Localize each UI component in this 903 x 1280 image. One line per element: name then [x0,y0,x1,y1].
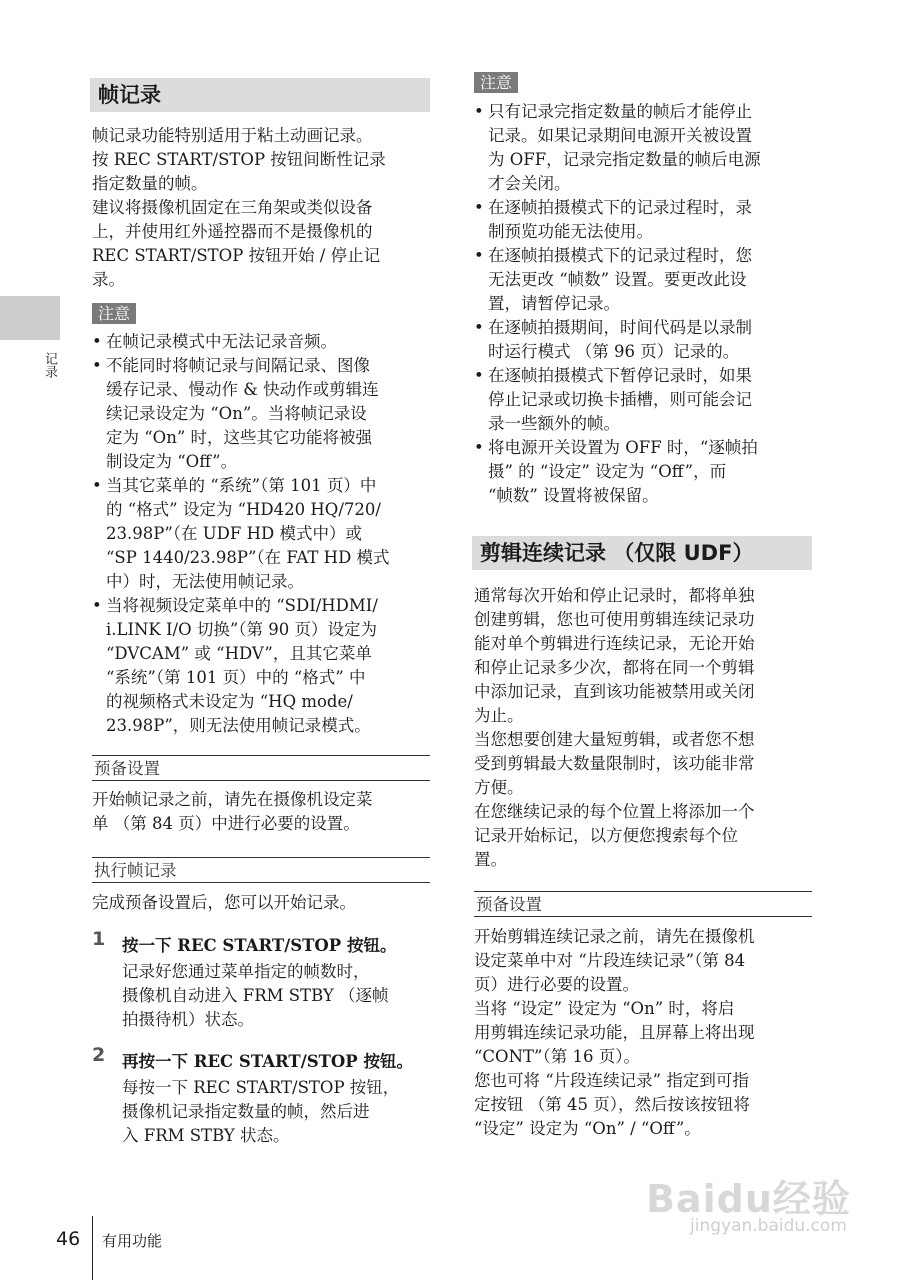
note-line: • 当将视频设定菜单中的 “SDI/HDMI/ [106,596,378,615]
note-line: • 在逐帧拍摄模式下的记录过程时，您 [488,246,752,265]
text-line: 在您继续记录的每个位置上将添加一个 [474,802,755,821]
text-line: 上，并使用红外遥控器而不是摄像机的 [92,222,373,241]
text-line: 页）进行必要的设置。 [474,975,639,994]
text-line: 和停止记录多少次，都将在同一个剪辑 [474,658,755,677]
note-line: 的 “格式” 设定为 “HD420 HQ/720/ [106,500,381,519]
right-prep-heading: 预备设置 [474,891,812,917]
left-prep-heading: 预备设置 [92,755,430,781]
note-line: “系统”（第 101 页）中的 “格式” 中 [106,668,366,687]
section-title-clip-continuous: 剪辑连续记录 （仅限 UDF） [472,536,812,570]
note-label-left: 注意 [92,303,136,324]
text-line: 置。 [474,850,507,869]
baidu-watermark-url: jingyan.baidu.com [690,1216,847,1236]
note-label-right: 注意 [474,72,518,93]
note-line: • 不能同时将帧记录与间隔记录、图像 [106,356,370,375]
text-line: 每按一下 REC START/STOP 按钮， [122,1078,400,1097]
note-line: “DVCAM” 或 “HDV”，且其它菜单 [106,644,372,663]
step-1-number: 1 [92,928,106,950]
baidu-watermark-logo: Baidu经验 [646,1177,851,1221]
text-line: 单 （第 84 页）中进行必要的设置。 [92,814,360,833]
note-line: 记录。如果记录期间电源开关被设置 [488,126,752,145]
note-item [92,330,432,354]
left-notes-list [92,330,432,738]
step-1-body [122,960,432,1032]
text-line: 按 REC START/STOP 按钮间断性记录 [92,150,386,169]
note-item [474,196,814,244]
text-line: 帧记录功能特别适用于粘土动画记录。 [92,126,373,145]
note-line: • 在逐帧拍摄模式下的记录过程时，录 [488,198,752,217]
text-line: 能对单个剪辑进行连续记录，无论开始 [474,634,755,653]
text-line: 入 FRM STBY 状态。 [122,1126,290,1145]
left-exec-heading: 执行帧记录 [92,857,430,883]
text-line: 方便。 [474,778,524,797]
text-line: 用剪辑连续记录功能，且屏幕上将出现 [474,1023,755,1042]
note-line: • 当其它菜单的 “系统”（第 101 页）中 [106,476,377,495]
footer-divider [92,1216,93,1280]
note-line: 中）时，无法使用帧记录。 [106,572,304,591]
text-line: 指定数量的帧。 [92,174,208,193]
text-line: 记录好您通过菜单指定的帧数时， [122,962,370,981]
note-line: 停止记录或切换卡插槽，则可能会记 [488,390,752,409]
note-line: 无法更改 “帧数” 设置。要更改此设 [488,270,747,289]
text-line: 为止。 [474,706,524,725]
right-notes-list [474,100,814,508]
text-line: 摄像机自动进入 FRM STBY （逐帧 [122,986,389,1005]
text-line: REC START/STOP 按钮开始 / 停止记 [92,246,381,265]
note-line: 的视频格式未设定为 “HQ mode/ [106,692,353,711]
note-line: 摄” 的 “设定” 设定为 “Off”，而 [488,462,727,481]
right-prep-text [474,925,814,1141]
note-item [92,474,432,594]
note-line: 定为 “On” 时，这些其它功能将被强 [106,428,373,447]
note-line: 为 OFF，记录完指定数量的帧后电源 [488,150,761,169]
text-line: 受到剪辑最大数量限制时，该功能非常 [474,754,755,773]
note-line: 录一些额外的帧。 [488,414,620,433]
right-body [474,584,814,872]
note-item [92,354,432,474]
left-exec-intro: 完成预备设置后，您可以开始记录。 [92,893,356,912]
text-line: 通常每次开始和停止记录时，都将单独 [474,586,755,605]
note-line: • 在逐帧拍摄期间，时间代码是以录制 [488,318,752,337]
step-2-body [122,1076,432,1148]
note-line: 续记录设定为 “On”。当将帧记录设 [106,404,367,423]
note-line: 置，请暂停记录。 [488,294,620,313]
text-line: “设定” 设定为 “On” / “Off”。 [474,1119,701,1138]
step-1-title: 按一下 REC START/STOP 按钮。 [122,936,397,955]
text-line: 创建剪辑，您也可使用剪辑连续记录功 [474,610,755,629]
text-line: 您也可将 “片段连续记录” 指定到可指 [474,1071,749,1090]
section-title-frame-record: 帧记录 [90,78,430,112]
step-2-title: 再按一下 REC START/STOP 按钮。 [122,1052,413,1071]
text-line: 拍摄待机）状态。 [122,1010,254,1029]
note-line: 23.98P”（在 UDF HD 模式中）或 [106,524,362,543]
note-line: 23.98P”，则无法使用帧记录模式。 [106,716,371,735]
text-line: 建议将摄像机固定在三角架或类似设备 [92,198,373,217]
text-line: “CONT”（第 16 页）。 [474,1047,640,1066]
note-line: 制预览功能无法使用。 [488,222,653,241]
note-line: 缓存记录、慢动作 & 快动作或剪辑连 [106,380,379,399]
note-line: “帧数” 设置将被保留。 [488,486,659,505]
left-prep-text [92,788,432,836]
note-line: • 在帧记录模式中无法记录音频。 [106,332,337,351]
note-line: 时运行模式 （第 96 页）记录的。 [488,342,740,361]
note-line: i.LINK I/O 切换”（第 90 页）设定为 [106,620,378,639]
note-item [474,244,814,316]
note-line: 才会关闭。 [488,174,571,193]
note-item [474,316,814,364]
side-tab [0,296,60,340]
side-tab-label: 记录 [42,352,57,378]
text-line: 录。 [92,270,125,289]
text-line: 设定菜单中对 “片段连续记录”（第 84 [474,951,746,970]
footer-label: 有用功能 [102,1232,163,1250]
note-line: 制设定为 “Off”。 [106,452,238,471]
text-line: 记录开始标记，以方便您搜索每个位 [474,826,738,845]
left-intro [92,124,432,292]
note-line: • 将电源开关设置为 OFF 时，“逐帧拍 [488,438,758,457]
note-item [474,100,814,196]
note-line: • 只有记录完指定数量的帧后才能停止 [488,102,752,121]
text-line: 定按钮 （第 45 页），然后按该按钮将 [474,1095,750,1114]
text-line: 当将 “设定” 设定为 “On” 时，将启 [474,999,735,1018]
text-line: 中添加记录，直到该功能被禁用或关闭 [474,682,755,701]
text-line: 当您想要创建大量短剪辑，或者您不想 [474,730,755,749]
text-line: 摄像机记录指定数量的帧，然后进 [122,1102,370,1121]
page-number: 46 [56,1228,81,1250]
step-2-number: 2 [92,1044,106,1066]
note-line: “SP 1440/23.98P”（在 FAT HD 模式 [106,548,390,567]
note-item [92,594,432,738]
note-item [474,436,814,508]
text-line: 开始剪辑连续记录之前，请先在摄像机 [474,927,755,946]
note-item [474,364,814,436]
note-line: • 在逐帧拍摄模式下暂停记录时，如果 [488,366,752,385]
text-line: 开始帧记录之前，请先在摄像机设定菜 [92,790,373,809]
